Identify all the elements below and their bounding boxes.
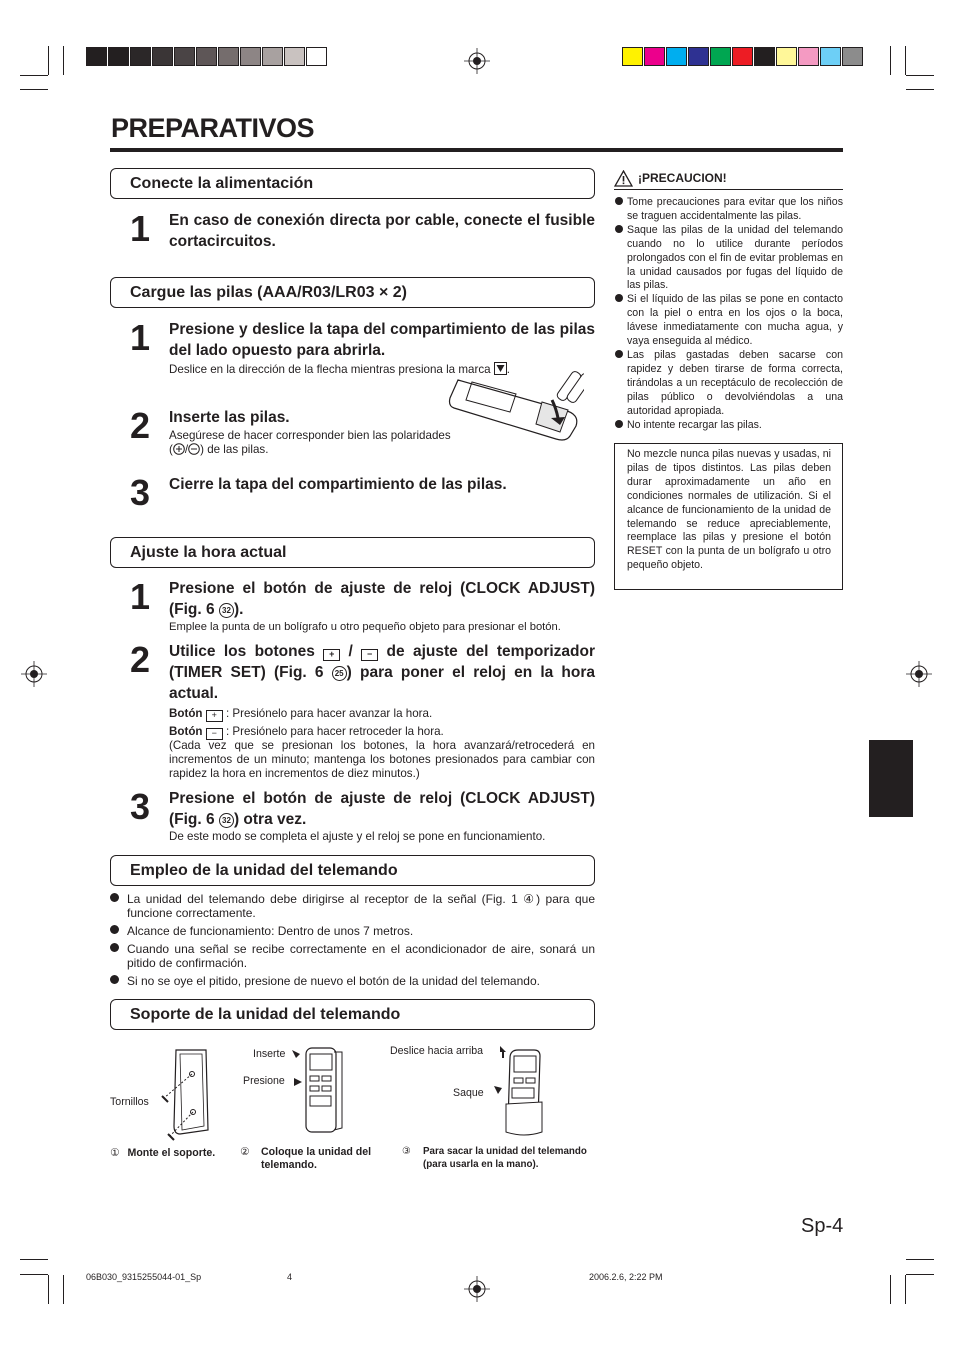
- slide-up-label: Deslice hacia arriba: [390, 1045, 484, 1057]
- section-header-holder: [110, 999, 595, 1030]
- crop-mark: [906, 1259, 934, 1260]
- section-title: Conecte la alimentación: [130, 175, 314, 192]
- crop-mark: [63, 1275, 64, 1304]
- crop-mark: [905, 46, 906, 75]
- section-header-batteries: [110, 277, 595, 308]
- battery-note-box: No mezcle nunca pilas nuevas y usadas, ni pilas de tipos distintos. Las pilas deben durar aproximadamente un año en condiciones normales de utilización. Si el alcance de funcionamiento de la unidad de telemando se reduce apreciablemente, reemplace las pilas y presione el botón RESET con la punta de un bolígrafo u otro pequeño objeto.: [614, 443, 843, 590]
- step-note: Asegúrese de hacer corresponder bien las polaridades ( / ) de las pilas.: [169, 429, 451, 456]
- warning-triangle-icon: [614, 170, 633, 187]
- calibration-swatch: [130, 47, 151, 66]
- caution-rule: [614, 189, 843, 190]
- press-label: Presione: [243, 1075, 285, 1087]
- holder-caption-3: ③ Para sacar la unidad del telemando (para usarla en la mano).: [402, 1146, 587, 1170]
- crop-mark: [20, 75, 48, 76]
- step-number: 1: [130, 317, 151, 358]
- usage-bullet-list: [110, 892, 595, 988]
- plus-button-desc: Botón + : Presiónelo para hacer avanzar la hora.: [169, 707, 433, 720]
- step-title: Utilice los botones + / − de ajuste del temporizador (TIMER SET) (Fig. 6 25 ) para poner el reloj en la hora actual.: [169, 643, 596, 702]
- language-tab: [869, 740, 913, 817]
- plus-button-icon: +: [206, 710, 223, 722]
- crop-mark: [906, 1274, 934, 1275]
- fig-ref-25-icon: 25: [332, 666, 347, 681]
- holder-remove-illustration: [494, 1044, 550, 1140]
- registration-mark-icon: [21, 661, 47, 687]
- calibration-swatch: [86, 47, 107, 66]
- section-header-usage: [110, 855, 595, 886]
- section-title: Soporte de la unidad del telemando: [130, 1006, 401, 1023]
- calibration-swatch: [688, 47, 709, 66]
- step-title: Presione el botón de ajuste de reloj (CLOCK ADJUST) (Fig. 6 32 ).: [169, 580, 595, 618]
- crop-mark: [890, 1275, 891, 1304]
- insert-label: Inserte: [253, 1048, 286, 1060]
- calibration-swatch: [196, 47, 217, 66]
- footer-code: 06B030_9315255044-01_Sp: [86, 1272, 202, 1282]
- section-title: Empleo de la unidad del telemando: [130, 862, 398, 879]
- holder-mount-illustration: [150, 1046, 220, 1142]
- grayscale-calibration-bars: [86, 47, 328, 66]
- list-item: Tome precauciones para evitar que los niños se traguen accidentalmente las pilas.: [615, 196, 843, 224]
- fig-ref-32-icon: 32: [219, 603, 234, 618]
- crop-mark: [20, 1274, 48, 1275]
- step-note: (Cada vez que se presionan los botones, la hora avanzará/retrocederá en incrementos de un minuto; mantenga los botones presionados para cambiar con rapidez la hora en incrementos de diez minutos.): [169, 739, 595, 780]
- calibration-swatch: [306, 47, 327, 66]
- crop-mark: [63, 46, 64, 75]
- calibration-swatch: [820, 47, 841, 66]
- calibration-swatch: [776, 47, 797, 66]
- section-header-clock: [110, 537, 595, 568]
- calibration-swatch: [108, 47, 129, 66]
- title-rule: [110, 148, 843, 152]
- footer-page: 4: [287, 1272, 293, 1282]
- calibration-swatch: [798, 47, 819, 66]
- list-item: No intente recargar las pilas.: [615, 419, 843, 433]
- step-number: 3: [130, 472, 151, 513]
- calibration-swatch: [152, 47, 173, 66]
- list-item: Si el líquido de las pilas se pone en contacto con la piel o entra en los ojos o la boca, lávese inmediatamente con mucha agua, y vaya enseguida al médico.: [615, 293, 843, 349]
- footer-date: 2006.2.6, 2:22 PM: [589, 1272, 663, 1282]
- page-number: Sp-4: [801, 1215, 844, 1237]
- step-note: De este modo se completa el ajuste y el reloj se pone en funcionamiento.: [169, 830, 546, 843]
- step-number: 1: [130, 208, 151, 249]
- calibration-swatch: [666, 47, 687, 66]
- step-title: Inserte las pilas.: [169, 409, 290, 426]
- calibration-swatch: [644, 47, 665, 66]
- plus-circle-icon: [173, 443, 185, 455]
- calibration-swatch: [262, 47, 283, 66]
- registration-mark-icon: [464, 1276, 490, 1302]
- crop-mark: [906, 75, 934, 76]
- calibration-swatch: [622, 47, 643, 66]
- list-item: Las pilas gastadas deben sacarse con rapidez y deben tirarse de forma correcta, tirándolas a un receptáculo de recolección de pilas público o devolviéndolas a una autoridad apropiada.: [615, 349, 843, 419]
- step-title: Presione y deslice la tapa del compartimiento de las pilas del lado opuesto para abrirla.: [169, 321, 595, 359]
- color-calibration-bars: [622, 47, 864, 66]
- step-text: En caso de conexión directa por cable, conecte el fusible cortacircuitos.: [169, 212, 595, 250]
- holder-insert-illustration: [290, 1044, 350, 1136]
- holder-caption-1: ① Monte el soporte.: [110, 1147, 216, 1159]
- calibration-swatch: [710, 47, 731, 66]
- registration-mark-icon: [464, 48, 490, 74]
- page-title: PREPARATIVOS: [111, 113, 315, 143]
- minus-circle-icon: [188, 443, 200, 455]
- crop-mark: [906, 89, 934, 90]
- holder-caption-2: ② Coloque la unidad del telemando.: [240, 1146, 372, 1171]
- section-title: Cargue las pilas (AAA/R03/LR03 × 2): [130, 284, 407, 301]
- calibration-swatch: [842, 47, 863, 66]
- step-number: 2: [130, 639, 151, 680]
- registration-mark-icon: [906, 661, 932, 687]
- fig-ref-32-icon: 32: [219, 813, 234, 828]
- screws-label: Tornillos: [110, 1096, 149, 1108]
- step-title: Presione el botón de ajuste de reloj (CLOCK ADJUST) (Fig. 6 32 ) otra vez.: [169, 790, 595, 828]
- calibration-swatch: [284, 47, 305, 66]
- list-item: La unidad del telemando debe dirigirse al receptor de la señal (Fig. 1 ④) para que funcione correctamente.: [110, 892, 595, 920]
- step-note: Deslice en la dirección de la flecha mientras presiona la marca .: [169, 363, 511, 376]
- remove-label: Saque: [453, 1087, 484, 1099]
- crop-mark: [48, 46, 49, 75]
- section-header-power: [110, 168, 595, 199]
- crop-mark: [890, 46, 891, 75]
- crop-mark: [20, 89, 48, 90]
- minus-button-desc: Botón − : Presiónelo para hacer retroceder la hora.: [169, 725, 444, 738]
- calibration-swatch: [754, 47, 775, 66]
- list-item: Cuando una señal se recibe correctamente en el acondicionador de aire, sonará un pitido de confirmación.: [110, 942, 595, 970]
- step-number: 2: [130, 405, 151, 446]
- step-number: 3: [130, 786, 151, 827]
- calibration-swatch: [240, 47, 261, 66]
- calibration-swatch: [174, 47, 195, 66]
- calibration-swatch: [218, 47, 239, 66]
- list-item: Alcance de funcionamiento: Dentro de unos 7 metros.: [110, 924, 595, 938]
- list-item: Saque las pilas de la unidad del telemando cuando no lo utilice durante períodos prolongados con el fin de evitar problemas en la unidad causados por fugas del líquido de las pilas.: [615, 224, 843, 294]
- crop-mark: [905, 1275, 906, 1304]
- step-number: 1: [130, 576, 151, 617]
- step-title: Cierre la tapa del compartimiento de las pilas.: [169, 476, 507, 493]
- section-title: Ajuste la hora actual: [130, 544, 287, 561]
- minus-button-icon: −: [361, 649, 378, 661]
- step-note: Emplee la punta de un bolígrafo u otro pequeño objeto para presionar el botón.: [169, 621, 561, 633]
- minus-button-icon: −: [206, 728, 223, 740]
- calibration-swatch: [732, 47, 753, 66]
- plus-button-icon: +: [323, 649, 340, 661]
- list-item: Si no se oye el pitido, presione de nuevo el botón de la unidad del telemando.: [110, 974, 595, 988]
- caution-title: ¡PRECAUCION!: [638, 171, 727, 185]
- crop-mark: [48, 1275, 49, 1304]
- caution-bullet-list: [615, 196, 843, 432]
- crop-mark: [20, 1259, 48, 1260]
